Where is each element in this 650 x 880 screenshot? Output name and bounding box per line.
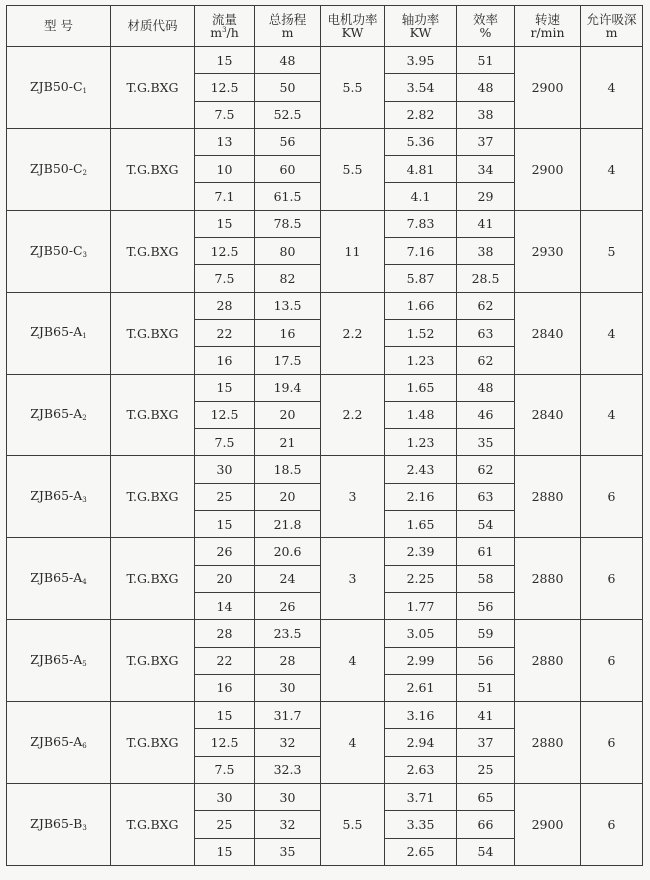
head-cell: 28 — [255, 647, 321, 674]
efficiency-cell: 28.5 — [457, 265, 515, 292]
model-subscript: 1 — [82, 86, 88, 95]
model-cell — [7, 292, 111, 374]
head-cell: 82 — [255, 265, 321, 292]
flow-cell: 22 — [195, 647, 255, 674]
flow-cell: 15 — [195, 511, 255, 538]
material-cell: T.G.BXG — [111, 784, 195, 866]
speed-cell: 2840 — [515, 374, 581, 456]
model-cell — [7, 456, 111, 538]
shaft-power-cell: 1.48 — [385, 401, 457, 428]
efficiency-cell: 41 — [457, 210, 515, 237]
head-cell: 56 — [255, 128, 321, 155]
suction-depth-cell: 4 — [581, 47, 643, 129]
flow-cell: 15 — [195, 838, 255, 865]
model-cell — [7, 210, 111, 292]
head-cell: 20.6 — [255, 538, 321, 565]
model-subscript: 3 — [82, 496, 87, 505]
flow-cell: 28 — [195, 292, 255, 319]
model-cell — [7, 374, 111, 456]
flow-cell: 13 — [195, 128, 255, 155]
flow-cell: 7.5 — [195, 101, 255, 128]
header-shaft: 轴功率 KW — [385, 6, 457, 47]
material-cell: T.G.BXG — [111, 292, 195, 374]
table-row — [7, 620, 643, 647]
head-cell: 20 — [255, 483, 321, 510]
model-name: ZJB65-A — [30, 733, 83, 749]
model-name: ZJB65-A — [30, 406, 83, 422]
shaft-power-cell: 3.35 — [385, 811, 457, 838]
header-model: 型 号 — [7, 6, 111, 47]
suction-depth-cell: 6 — [581, 456, 643, 538]
efficiency-cell: 29 — [457, 183, 515, 210]
flow-cell: 16 — [195, 674, 255, 701]
model-subscript: 1 — [82, 332, 87, 341]
shaft-power-cell: 2.61 — [385, 674, 457, 701]
flow-cell: 14 — [195, 592, 255, 619]
head-cell: 48 — [255, 47, 321, 74]
flow-cell: 16 — [195, 347, 255, 374]
motor-power-cell: 3 — [321, 456, 385, 538]
flow-cell: 7.1 — [195, 183, 255, 210]
efficiency-cell: 37 — [457, 729, 515, 756]
flow-unit: $m^3/h$ — [210, 25, 239, 40]
efficiency-cell: 48 — [457, 374, 515, 401]
table-row — [7, 538, 643, 565]
efficiency-cell: 35 — [457, 429, 515, 456]
shaft-power-cell: 2.16 — [385, 483, 457, 510]
shaft-power-cell: 2.99 — [385, 647, 457, 674]
head-cell: 52.5 — [255, 101, 321, 128]
model-cell — [7, 620, 111, 702]
model-subscript: 4 — [82, 578, 87, 587]
shaft-power-cell: 4.1 — [385, 183, 457, 210]
head-cell: 30 — [255, 784, 321, 811]
head-cell: 60 — [255, 156, 321, 183]
flow-cell: 25 — [195, 811, 255, 838]
efficiency-cell: 38 — [457, 101, 515, 128]
material-cell: T.G.BXG — [111, 210, 195, 292]
table-row — [7, 47, 643, 74]
speed-cell: 2930 — [515, 210, 581, 292]
head-cell: 35 — [255, 838, 321, 865]
model-subscript: 3 — [82, 250, 88, 259]
speed-cell: 2880 — [515, 702, 581, 784]
model-name: ZJB65-A — [30, 570, 83, 586]
shaft-power-cell: 1.23 — [385, 347, 457, 374]
flow-cell: 12.5 — [195, 729, 255, 756]
efficiency-cell: 56 — [457, 592, 515, 619]
shaft-power-cell: 1.65 — [385, 374, 457, 401]
table-row — [7, 374, 643, 401]
efficiency-cell: 46 — [457, 401, 515, 428]
suction-depth-cell: 6 — [581, 620, 643, 702]
suction-depth-cell: 5 — [581, 210, 643, 292]
motor-power-cell: 5.5 — [321, 784, 385, 866]
suction-depth-cell: 6 — [581, 702, 643, 784]
efficiency-cell: 38 — [457, 238, 515, 265]
head-cell: 21 — [255, 429, 321, 456]
material-cell: T.G.BXG — [111, 47, 195, 129]
shaft-power-cell: 7.83 — [385, 210, 457, 237]
shaft-power-cell: 2.63 — [385, 756, 457, 783]
efficiency-cell: 48 — [457, 74, 515, 101]
head-cell: 16 — [255, 319, 321, 346]
flow-cell: 25 — [195, 483, 255, 510]
shaft-power-cell: 2.25 — [385, 565, 457, 592]
flow-cell: 15 — [195, 374, 255, 401]
flow-cell: 7.5 — [195, 429, 255, 456]
shaft-power-cell: 1.65 — [385, 511, 457, 538]
flow-cell: 12.5 — [195, 74, 255, 101]
model-cell — [7, 784, 111, 866]
shaft-power-cell: 2.82 — [385, 101, 457, 128]
efficiency-cell: 54 — [457, 511, 515, 538]
shaft-power-cell: 3.54 — [385, 74, 457, 101]
material-cell: T.G.BXG — [111, 702, 195, 784]
header-row — [7, 6, 643, 47]
motor-power-cell: 4 — [321, 702, 385, 784]
shaft-power-cell: 3.05 — [385, 620, 457, 647]
efficiency-cell: 62 — [457, 456, 515, 483]
model-cell — [7, 128, 111, 210]
model-cell — [7, 538, 111, 620]
material-cell: T.G.BXG — [111, 374, 195, 456]
head-cell: 26 — [255, 592, 321, 619]
head-cell: 13.5 — [255, 292, 321, 319]
head-cell: 31.7 — [255, 702, 321, 729]
header-motor: 电机功率 KW — [321, 6, 385, 47]
shaft-power-cell: 1.77 — [385, 592, 457, 619]
table-row — [7, 210, 643, 237]
speed-cell: 2900 — [515, 784, 581, 866]
head-cell: 32.3 — [255, 756, 321, 783]
speed-cell: 2880 — [515, 538, 581, 620]
header-flow: 流量 $m^3/h$ — [195, 6, 255, 47]
head-cell: 80 — [255, 238, 321, 265]
flow-cell: 20 — [195, 565, 255, 592]
model-subscript: 2 — [82, 168, 88, 177]
speed-cell: 2840 — [515, 292, 581, 374]
shaft-power-cell: 2.43 — [385, 456, 457, 483]
header-material: 材质代码 — [111, 6, 195, 47]
flow-cell: 12.5 — [195, 238, 255, 265]
efficiency-cell: 62 — [457, 292, 515, 319]
flow-cell: 15 — [195, 210, 255, 237]
shaft-power-cell: 7.16 — [385, 238, 457, 265]
head-cell: 32 — [255, 811, 321, 838]
head-cell: 23.5 — [255, 620, 321, 647]
flow-cell: 10 — [195, 156, 255, 183]
suction-depth-cell: 6 — [581, 538, 643, 620]
efficiency-cell: 25 — [457, 756, 515, 783]
efficiency-cell: 51 — [457, 47, 515, 74]
header-speed: 转速 r/min — [515, 6, 581, 47]
efficiency-cell: 37 — [457, 128, 515, 155]
speed-cell: 2900 — [515, 47, 581, 129]
suction-depth-cell: 4 — [581, 128, 643, 210]
table-row — [7, 702, 643, 729]
efficiency-cell: 34 — [457, 156, 515, 183]
head-cell: 18.5 — [255, 456, 321, 483]
head-cell: 78.5 — [255, 210, 321, 237]
header-eff: 效率 % — [457, 6, 515, 47]
model-name: ZJB65-A — [30, 488, 83, 504]
efficiency-cell: 58 — [457, 565, 515, 592]
material-cell: T.G.BXG — [111, 538, 195, 620]
head-cell: 61.5 — [255, 183, 321, 210]
motor-power-cell: 2.2 — [321, 374, 385, 456]
model-name: ZJB65-A — [30, 324, 83, 340]
flow-cell: 26 — [195, 538, 255, 565]
shaft-power-cell: 2.94 — [385, 729, 457, 756]
model-cell — [7, 47, 111, 129]
model-name: ZJB65-B — [30, 815, 83, 831]
material-cell: T.G.BXG — [111, 620, 195, 702]
table-row — [7, 456, 643, 483]
model-name: ZJB50-C — [29, 160, 83, 176]
speed-cell: 2900 — [515, 128, 581, 210]
head-cell: 50 — [255, 74, 321, 101]
shaft-power-cell: 4.81 — [385, 156, 457, 183]
motor-power-cell: 2.2 — [321, 292, 385, 374]
flow-cell: 30 — [195, 456, 255, 483]
shaft-power-cell: 5.36 — [385, 128, 457, 155]
flow-cell: 28 — [195, 620, 255, 647]
motor-power-cell: 11 — [321, 210, 385, 292]
efficiency-cell: 62 — [457, 347, 515, 374]
model-subscript: 5 — [82, 660, 87, 668]
shaft-power-cell: 2.65 — [385, 838, 457, 865]
header-head: 总扬程 m — [255, 6, 321, 47]
efficiency-cell: 66 — [457, 811, 515, 838]
model-subscript: 3 — [82, 823, 87, 832]
model-subscript: 6 — [82, 741, 87, 750]
efficiency-cell: 63 — [457, 483, 515, 510]
suction-depth-cell: 4 — [581, 292, 643, 374]
head-cell: 19.4 — [255, 374, 321, 401]
efficiency-cell: 51 — [457, 674, 515, 701]
shaft-power-cell: 5.87 — [385, 265, 457, 292]
flow-cell: 7.5 — [195, 265, 255, 292]
shaft-power-cell: 2.39 — [385, 538, 457, 565]
material-cell: T.G.BXG — [111, 128, 195, 210]
table-row — [7, 128, 643, 155]
flow-cell: 30 — [195, 784, 255, 811]
motor-power-cell: 3 — [321, 538, 385, 620]
header-suction: 允许吸深 m — [581, 6, 643, 47]
head-cell: 32 — [255, 729, 321, 756]
efficiency-cell: 54 — [457, 838, 515, 865]
flow-cell: 15 — [195, 702, 255, 729]
table-row — [7, 292, 643, 319]
head-cell: 24 — [255, 565, 321, 592]
flow-cell: 15 — [195, 47, 255, 74]
efficiency-cell: 63 — [457, 319, 515, 346]
shaft-power-cell: 3.95 — [385, 47, 457, 74]
model-name: ZJB50-C — [29, 78, 83, 94]
shaft-power-cell: 1.66 — [385, 292, 457, 319]
shaft-power-cell: 1.52 — [385, 319, 457, 346]
shaft-power-cell: 1.23 — [385, 429, 457, 456]
motor-power-cell: 5.5 — [321, 128, 385, 210]
material-cell: T.G.BXG — [111, 456, 195, 538]
shaft-power-cell: 3.16 — [385, 702, 457, 729]
model-cell — [7, 702, 111, 784]
model-name: ZJB50-C — [29, 242, 83, 258]
motor-power-cell: 5.5 — [321, 47, 385, 129]
efficiency-cell: 65 — [457, 784, 515, 811]
head-cell: 30 — [255, 674, 321, 701]
motor-power-cell: 4 — [321, 620, 385, 702]
suction-depth-cell: 6 — [581, 784, 643, 866]
head-cell: 20 — [255, 401, 321, 428]
model-subscript: 2 — [82, 414, 87, 423]
pump-spec-table — [6, 5, 643, 866]
speed-cell: 2880 — [515, 620, 581, 702]
speed-cell: 2880 — [515, 456, 581, 538]
head-cell: 17.5 — [255, 347, 321, 374]
table-row — [7, 784, 643, 811]
efficiency-cell: 59 — [457, 620, 515, 647]
suction-depth-cell: 4 — [581, 374, 643, 456]
flow-cell: 7.5 — [195, 756, 255, 783]
efficiency-cell: 61 — [457, 538, 515, 565]
flow-cell: 22 — [195, 319, 255, 346]
flow-cell: 12.5 — [195, 401, 255, 428]
head-cell: 21.8 — [255, 511, 321, 538]
efficiency-cell: 41 — [457, 702, 515, 729]
model-name: ZJB65-A — [30, 652, 83, 667]
shaft-power-cell: 3.71 — [385, 784, 457, 811]
efficiency-cell: 56 — [457, 647, 515, 674]
